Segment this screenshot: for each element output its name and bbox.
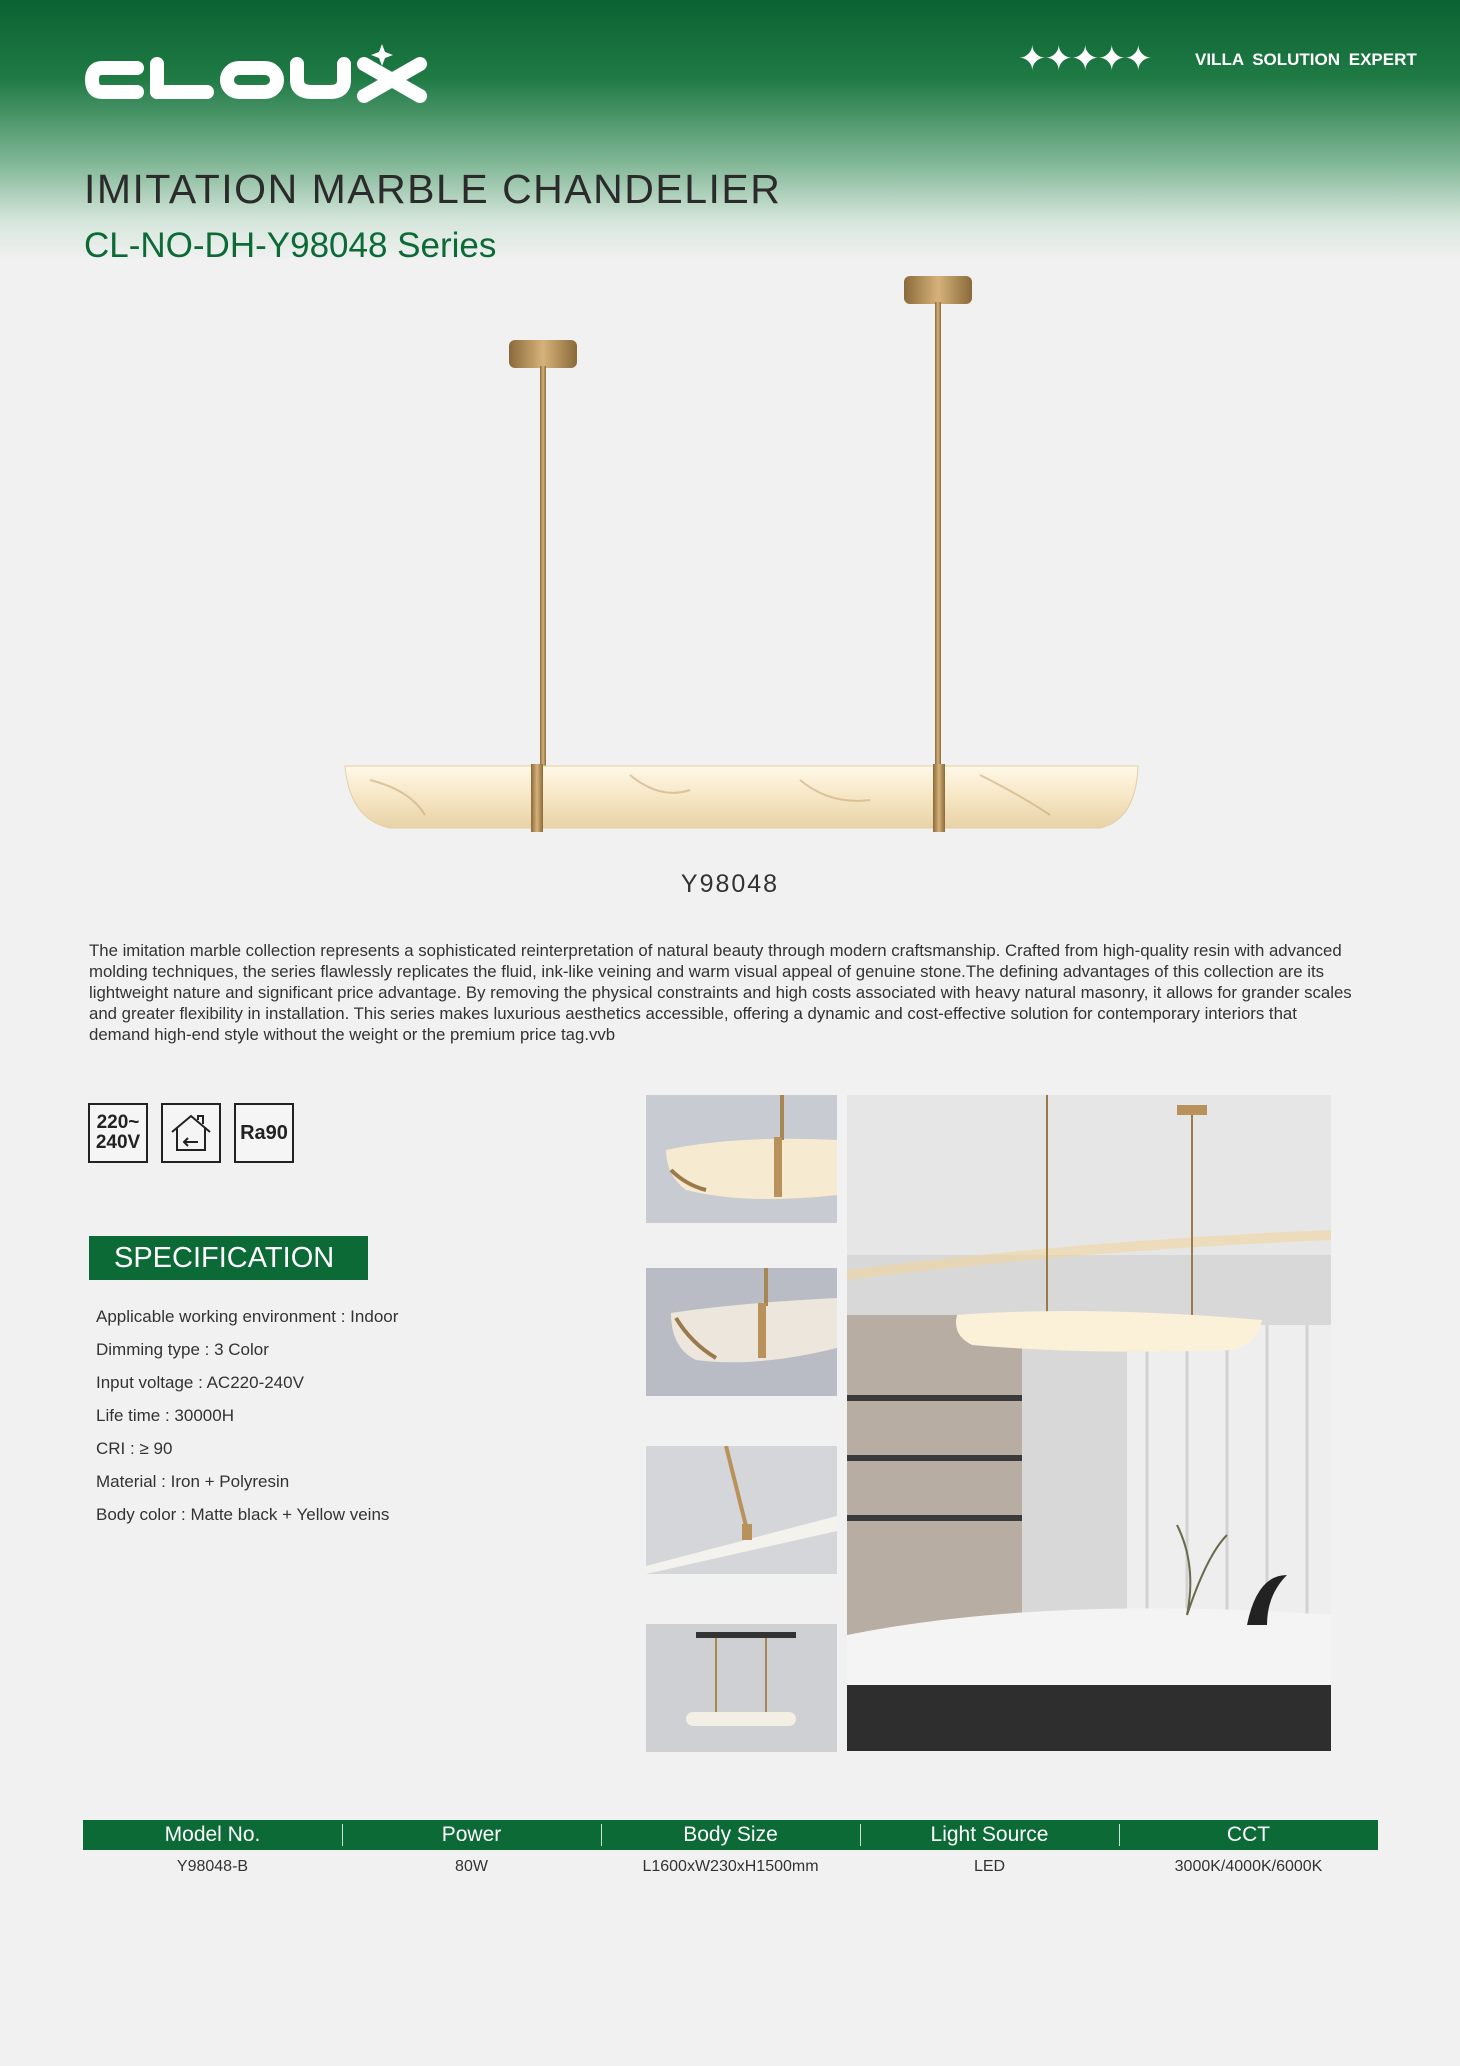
spec-item: Applicable working environment : Indoor <box>96 1307 399 1326</box>
table-header-cell: Power <box>342 1820 601 1850</box>
cloux-logo <box>82 40 442 110</box>
spec-item: CRI : ≥ 90 <box>96 1439 173 1458</box>
header-band <box>0 0 1460 260</box>
table-cell: LED <box>973 1858 1006 1875</box>
product-title: IMITATION MARBLE CHANDELIER <box>84 166 782 212</box>
table-cell: L1600xW230xH1500mm <box>642 1858 819 1875</box>
cri-badge: Ra90 <box>234 1103 294 1163</box>
spec-item: Material : Iron + Polyresin <box>96 1472 290 1491</box>
indoor-badge <box>161 1103 221 1163</box>
indoor-house-icon <box>168 1112 214 1154</box>
voltage-badge <box>88 1103 148 1163</box>
specification-list <box>96 1300 398 1531</box>
detail-thumbnail-2 <box>646 1268 837 1396</box>
voltage-line-1: 220~ <box>96 1112 140 1133</box>
spec-item: Input voltage : AC220-240V <box>96 1373 304 1392</box>
brand-tagline: VILLA SOLUTION EXPERT <box>1195 50 1417 69</box>
detail-thumbnail-4 <box>646 1624 837 1752</box>
table-row <box>83 1855 1378 1879</box>
product-series: CL-NO-DH-Y98048 Series <box>84 226 497 265</box>
table-header-cell: Body Size <box>601 1820 860 1850</box>
specification-title: SPECIFICATION <box>89 1236 368 1280</box>
spec-item: Body color : Matte black + Yellow veins <box>96 1505 390 1524</box>
spec-table-header <box>83 1820 1378 1850</box>
model-caption: Y98048 <box>680 870 780 898</box>
chandelier-product-image <box>330 260 1150 840</box>
table-cell: 80W <box>455 1858 488 1875</box>
table-cell: Y98048-B <box>176 1858 249 1875</box>
table-cell: 3000K/4000K/6000K <box>1174 1858 1323 1875</box>
product-description: The imitation marble collection represents a sophisticated reinterpretation of natural beauty through modern craftsmanship. Crafted from high-quality resin with advanced molding techniques, the series flawlessly replicates the fluid, ink-like veining and warm visual appeal of genuine stone.The defining advantages of this collection are its lightweight nature and significant price advantage. By removing the physical constraints and high costs associated with heavy natural masonry, it allows for grander scales and greater flexibility in installation. This series makes luxurious aesthetics accessible, offering a dynamic and cost-effective solution for contemporary interiors that demand high-end style without the weight or the premium price tag.vvb <box>89 941 1352 1044</box>
table-header-cell: Light Source <box>860 1820 1119 1850</box>
table-header-cell: CCT <box>1119 1820 1378 1850</box>
spec-item: Life time : 30000H <box>96 1406 234 1425</box>
feature-badges <box>88 1103 294 1163</box>
detail-thumbnail-1 <box>646 1095 837 1223</box>
table-header-cell: Model No. <box>164 1823 261 1846</box>
spec-item: Dimming type : 3 Color <box>96 1340 269 1359</box>
voltage-line-2: 240V <box>95 1132 141 1153</box>
interior-scene-image <box>847 1095 1331 1751</box>
detail-thumbnail-3 <box>646 1446 837 1574</box>
rating-stars: ✦✦✦✦✦ <box>1018 39 1151 79</box>
